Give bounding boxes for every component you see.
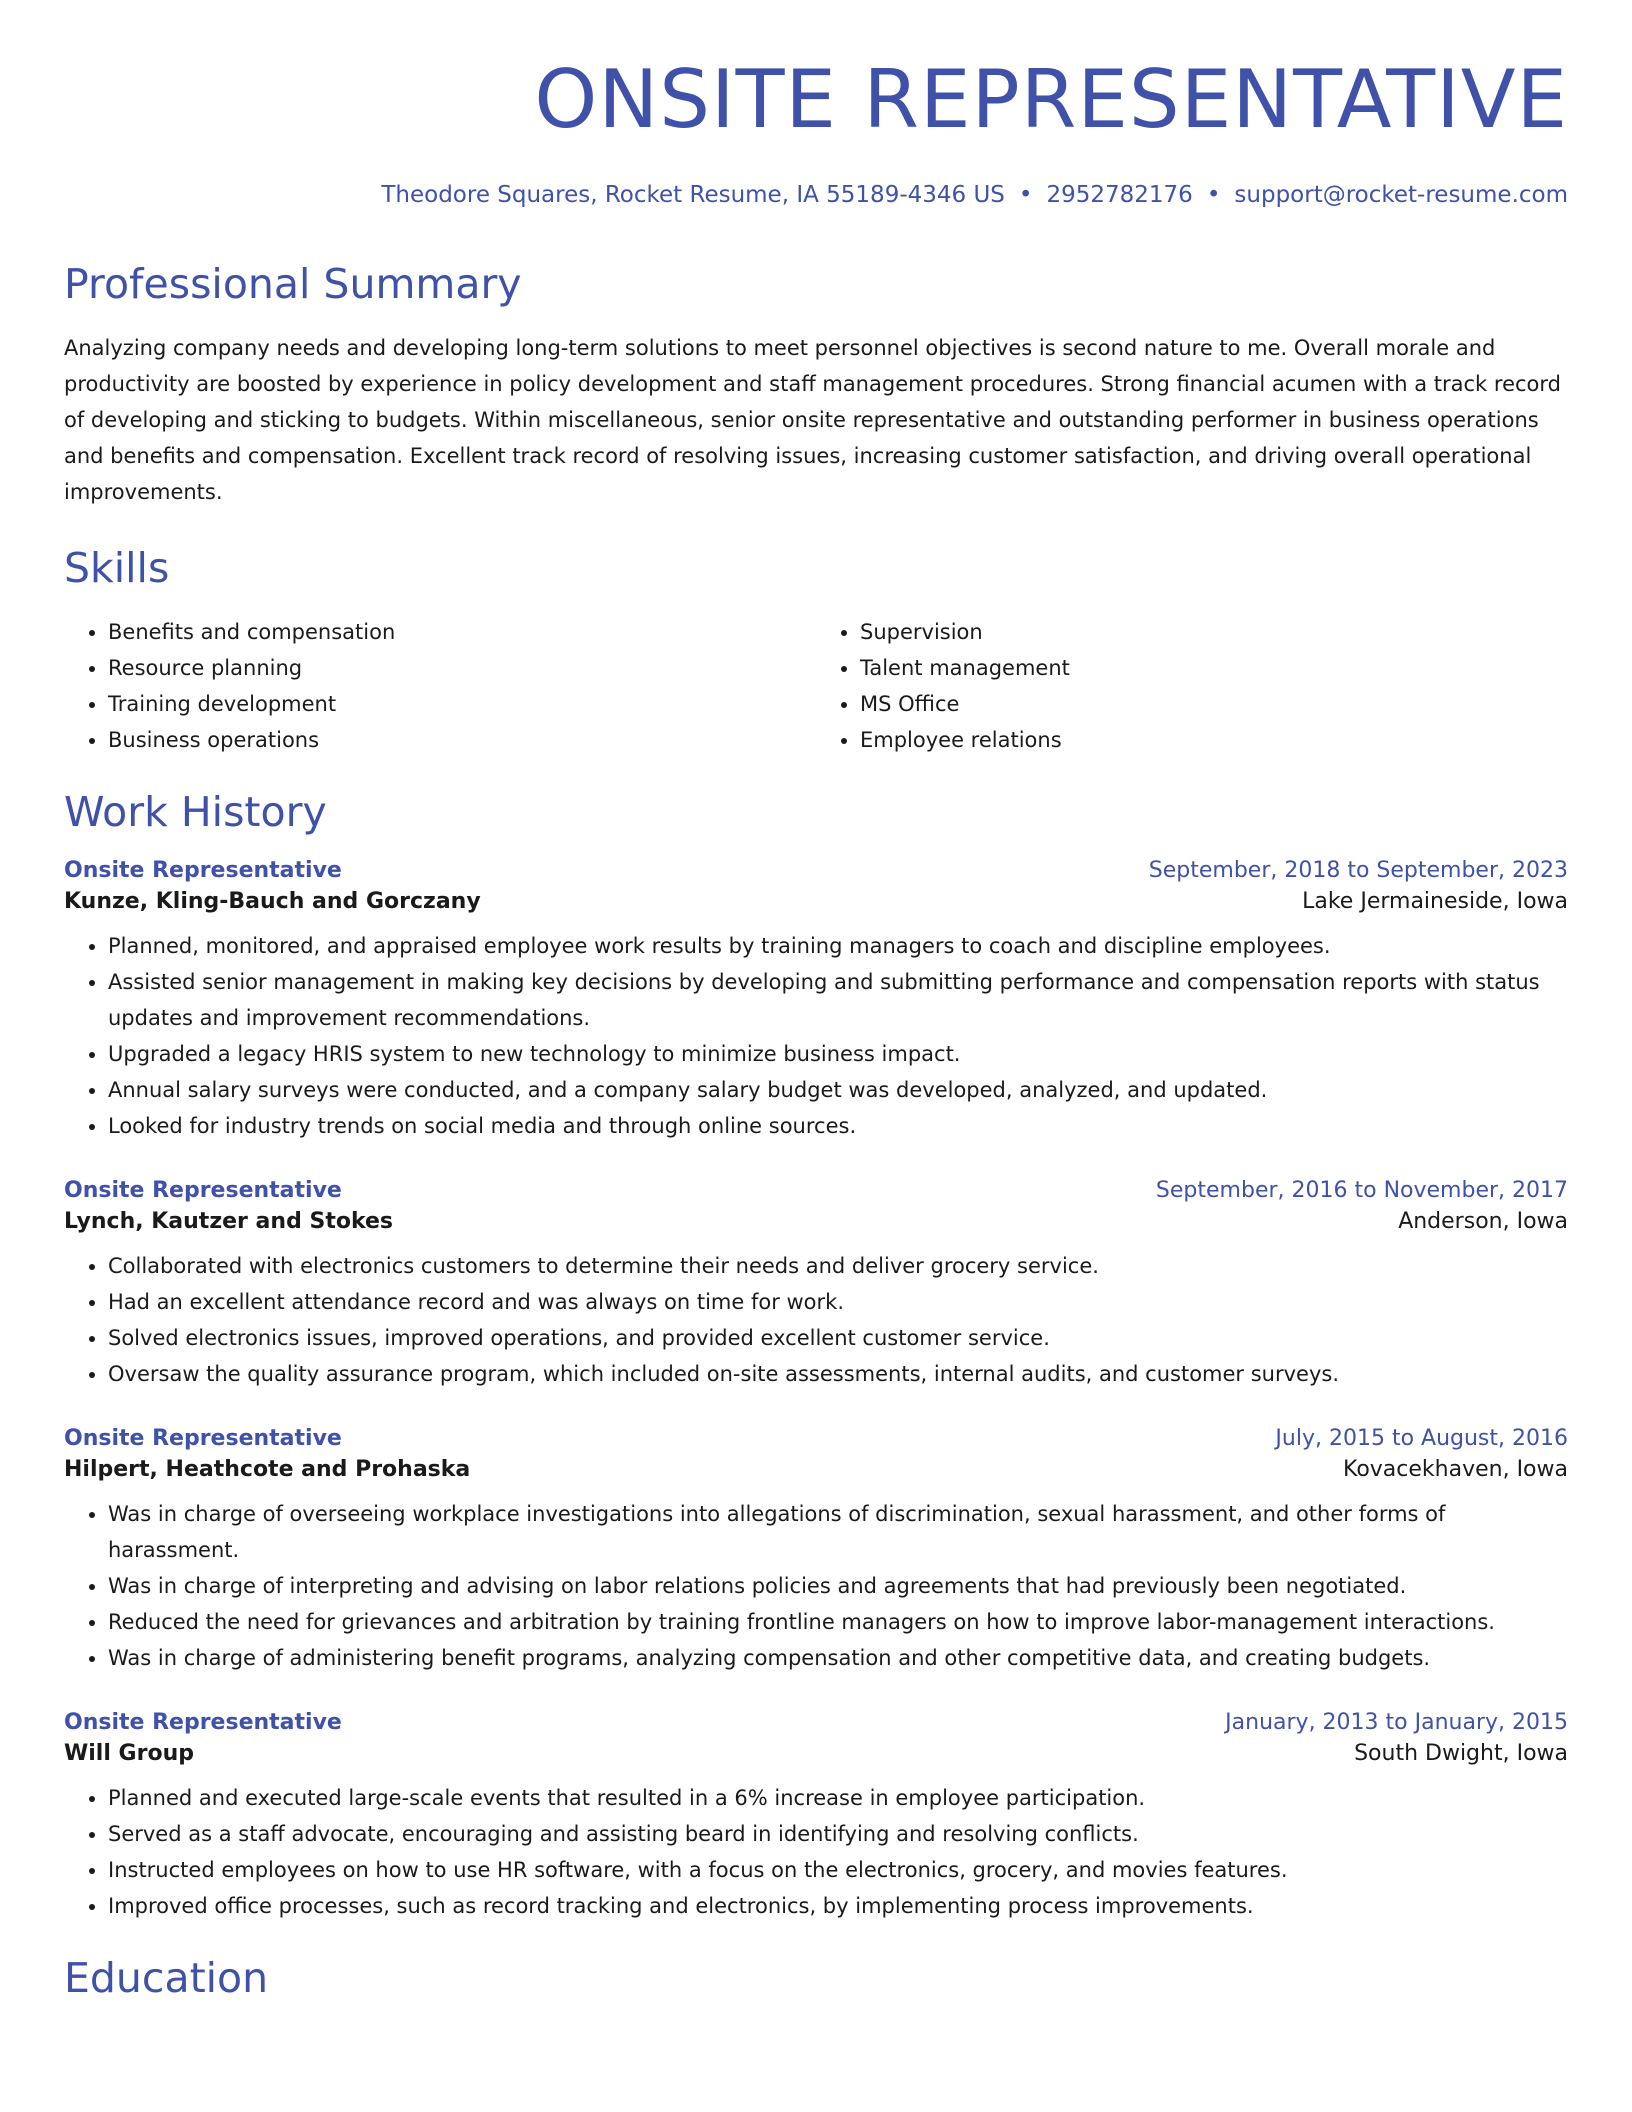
contact-address: Theodore Squares, Rocket Resume, IA 55189-4346 US: [381, 182, 1005, 208]
skill-item: • Business operations: [108, 722, 816, 758]
job-location: Anderson, Iowa: [1398, 1209, 1568, 1234]
skill-item: • Talent management: [860, 650, 1568, 686]
skill-item: • MS Office: [860, 686, 1568, 722]
job-bullet: • Improved office processes, such as record tracking and electronics, by implementing process improvements.: [108, 1888, 1568, 1924]
job-bullet: • Reduced the need for grievances and arbitration by training frontline managers on how to improve labor-management interactions.: [108, 1604, 1568, 1640]
job-title: Onsite Representative: [64, 1178, 342, 1203]
job-subheader: [64, 1451, 1568, 1482]
job-subheader: [64, 1735, 1568, 1766]
contact-email[interactable]: support@rocket-resume.com: [1234, 182, 1568, 208]
education-heading: Education: [64, 1954, 269, 2002]
job-bullets: [64, 1780, 1568, 1924]
job-location: South Dwight, Iowa: [1354, 1741, 1568, 1766]
job-bullet: • Annual salary surveys were conducted, and a company salary budget was developed, analyzed, and updated.: [108, 1072, 1568, 1108]
job-dates: September, 2018 to September, 2023: [1148, 858, 1568, 883]
contact-line: [64, 182, 1568, 208]
job-header: [64, 1426, 1568, 1451]
job-bullet: • Upgraded a legacy HRIS system to new technology to minimize business impact.: [108, 1036, 1568, 1072]
work-history-heading: Work History: [64, 788, 327, 836]
job-title: Onsite Representative: [64, 1710, 342, 1735]
job-dates: September, 2016 to November, 2017: [1155, 1178, 1568, 1203]
skill-item: • Supervision: [860, 614, 1568, 650]
job-entry: [64, 858, 1568, 1144]
skills-section: [64, 544, 1568, 758]
job-company: Hilpert, Heathcote and Prohaska: [64, 1457, 471, 1482]
job-company: Will Group: [64, 1741, 194, 1766]
work-history-section: [64, 788, 1568, 1924]
job-bullet: • Served as a staff advocate, encouraging and assisting beard in identifying and resolving conflicts.: [108, 1816, 1568, 1852]
job-bullet: • Planned and executed large-scale events that resulted in a 6% increase in employee participation.: [108, 1780, 1568, 1816]
job-bullets: [64, 1496, 1568, 1676]
contact-separator: •: [1206, 182, 1221, 208]
job-entry: [64, 1426, 1568, 1676]
job-header: [64, 1710, 1568, 1735]
summary-section: [64, 260, 1568, 510]
job-bullet: • Solved electronics issues, improved operations, and provided excellent customer service.: [108, 1320, 1568, 1356]
job-title: Onsite Representative: [64, 858, 342, 883]
skills-columns: [64, 614, 1568, 758]
job-bullet: • Assisted senior management in making key decisions by developing and submitting performance and compensation reports with status updates and improvement recommendations.: [108, 964, 1568, 1036]
resume-title: ONSITE REPRESENTATIVE: [534, 53, 1568, 146]
contact-separator: •: [1018, 182, 1033, 208]
skill-item: • Training development: [108, 686, 816, 722]
contact-phone: 2952782176: [1046, 182, 1193, 208]
summary-text: Analyzing company needs and developing long-term solutions to meet personnel objectives is second nature to me. Overall morale and productivity are boosted by experience in policy development and staff management procedures. Strong financial acumen with a track record of developing and sticking to budgets. Within miscellaneous, senior onsite representative and outstanding performer in business operations and benefits and compensation. Excellent track record of resolving issues, increasing customer satisfaction, and driving overall operational improvements.: [64, 336, 1561, 504]
job-company: Kunze, Kling-Bauch and Gorczany: [64, 889, 481, 914]
summary-heading: Professional Summary: [64, 260, 522, 308]
job-bullet: • Was in charge of overseeing workplace investigations into allegations of discrimination, sexual harassment, and other forms of harassment.: [108, 1496, 1568, 1568]
education-section: [64, 1954, 1568, 2002]
job-bullet: • Was in charge of interpreting and advising on labor relations policies and agreements that had previously been negotiated.: [108, 1568, 1568, 1604]
job-bullet: • Looked for industry trends on social media and through online sources.: [108, 1108, 1568, 1144]
job-subheader: [64, 883, 1568, 914]
job-company: Lynch, Kautzer and Stokes: [64, 1209, 394, 1234]
skill-item: • Resource planning: [108, 650, 816, 686]
skill-item: • Benefits and compensation: [108, 614, 816, 650]
job-location: Kovacekhaven, Iowa: [1343, 1457, 1568, 1482]
job-bullet: • Collaborated with electronics customers to determine their needs and deliver grocery service.: [108, 1248, 1568, 1284]
job-bullet: • Planned, monitored, and appraised employee work results by training managers to coach and discipline employees.: [108, 928, 1568, 964]
job-entry: [64, 1178, 1568, 1392]
skills-list-left: [64, 614, 816, 758]
job-location: Lake Jermaineside, Iowa: [1302, 889, 1568, 914]
job-header: [64, 858, 1568, 883]
job-bullets: [64, 1248, 1568, 1392]
job-bullet: • Instructed employees on how to use HR software, with a focus on the electronics, grocery, and movies features.: [108, 1852, 1568, 1888]
job-title: Onsite Representative: [64, 1426, 342, 1451]
job-entry: [64, 1710, 1568, 1924]
skills-list-right: [816, 614, 1568, 758]
job-bullet: • Was in charge of administering benefit programs, analyzing compensation and other competitive data, and creating budgets.: [108, 1640, 1568, 1676]
job-dates: July, 2015 to August, 2016: [1275, 1426, 1568, 1451]
skills-heading: Skills: [64, 544, 170, 592]
job-bullets: [64, 928, 1568, 1144]
skill-item: • Employee relations: [860, 722, 1568, 758]
job-bullet: • Had an excellent attendance record and was always on time for work.: [108, 1284, 1568, 1320]
job-bullet: • Oversaw the quality assurance program, which included on-site assessments, internal audits, and customer surveys.: [108, 1356, 1568, 1392]
job-subheader: [64, 1203, 1568, 1234]
job-header: [64, 1178, 1568, 1203]
job-dates: January, 2013 to January, 2015: [1225, 1710, 1568, 1735]
